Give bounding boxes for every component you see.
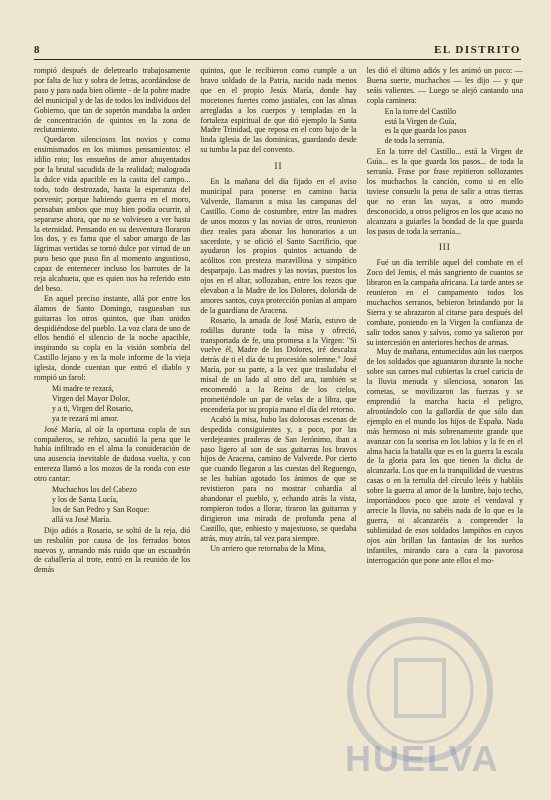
paragraph: Fué un día terrible aquel del combate en el Zoco del Jemis, el más sangriento de cuantos se libraron en la campaña africana. La tarde antes se reunieron en el campamento todos los muchachos serranos, bebieron brindando por la Sierra y se abrazaron al citarse para después del combate, poniendo en la Virgen la confianza de salir todos sanos y salvos, como ya salieron por su intercesión en anteriores hechos de armas. <box>366 258 523 347</box>
paragraph: Acabó la misa, hubo las dolorosas escenas de despedida consiguientes y, a poco, por las verdejeantes praderas de San Jerónimo, iban a paso ligero al son de sus guitarras los bravos hijos de Aracena, camino de Valverde. Por cierto que cuando llegaron a las cuestas del Reguengo, se les habían agotado los ánimos de que se revistieron para no mostrar cobardía al abandonar el pueblo, y, echando atrás la vista, rompieron todos a llorar, tiraron las guitarras y dirigieron una mirada de profunda pena al Castillo, que, enhiesto y majestuoso, se quedaba atrás, muy atrás, tal vez para siempre. <box>200 414 357 543</box>
column-1 <box>34 66 190 784</box>
paragraph: En la torre del Castillo... está la Virgen de Guía... es la que guarda los pasos... de toda la serranía. Frase por frase repitieron sollozantes los muchachos la canción, como si en ello tuviese consuelo la pena de salir a otras tierras que no eran las suyas, a otro mundo desconocido, a otros peligros en los que acaso no alcanzara a guiarles la bondad de la que guarda los pasos de toda la serranía... <box>366 147 523 236</box>
verse-line: Muchachos los del Cabezo <box>52 485 137 495</box>
paragraph: En aquel preciso instante, allá por entre los álamos de Santo Domingo, rasgueaban sus guitarras los otros quintos, que iban unidos despidiéndose del pueblo. La voz clara de uno de ellos hendió el silencio de la noche apacible, inspirando su copla en la visión sombría del Castillo lejano y en la mole informe de la vieja iglesia, donde cuentan que entró el diablo y rompió un farol: <box>34 293 191 383</box>
paragraph: Muy de mañana, entumecidos aún los cuerpos de los soldados que aguantaron durante la noche sobre sus carnes mal cubiertas la cruel caricia de la lluvia menuda y silenciosa, sonaron las cornetas, se movilizaron las fuerzas y se emprendió la marcha hacia el peligro, afrontándolo con la gallardía de que sólo dan ejemplo en el mundo los hijos de España. Nada más hermoso ni más sobrenamente grande que avanzar con la sonrisa en los labios y la fe en el alma hacia la batalla que es en la guerra la escala de la gloria para los que tienen la dicha de alcanzarla. Los que en la tranquilidad de vuestras casas o en la tertulia del círculo leéis y habláis sobre la guerra al amor de la lumbre, bajo techo, importándoos poco que azote el vendaval y arrecie la lluvia, no sabéis nada de lo que es la guerra, ni alcanzaréis a comprender la sublimidad de esos soldados lampiños en cuyos ojos aún brillan las fantasías de los sueños infantiles, mirando cara a cara la pavorosa interrogación que pone ante ellos el mo- <box>366 347 523 565</box>
verse-line: es la que guarda los pasos <box>384 126 467 136</box>
verse-line: y los de Santa Lucía, <box>52 494 118 504</box>
page-number: 8 <box>34 44 40 56</box>
paragraph: Dijo adiós a Rosario, se soltó de la reja, dió un resbalón por causa de los ferrados botos nuevos y, armando más ruido que un escuadrón de caballería al trote, entró en la reunión de los demás <box>34 525 191 575</box>
verse-line: y a ti, Virgen del Rosario, <box>52 403 133 413</box>
paragraph: les dió el último adiós y les animó un poco: —Buena suerte, muchachos — les dijo — y que seáis valientes. — Luego se alejó cantando una copla caminera: <box>366 66 523 105</box>
publication-title: EL DISTRITO <box>434 44 521 56</box>
verse-line: los de San Pedro y San Roque: <box>52 504 150 514</box>
watermark-text: HUELVA <box>345 738 500 779</box>
paragraph: Un arriero que retornaba de la Mina, <box>210 543 326 553</box>
verse-line: Mi madre te rezará, <box>52 384 114 393</box>
verse-block <box>385 107 523 147</box>
verse-block <box>52 384 190 424</box>
verse-line: allá va José María. <box>52 514 112 524</box>
paragraph: Rosario, la amada de José María, estuvo de rodillas durante toda la misa y ofreció, transportada de fe, una promesa a la Virgen: "Si vuelve él, Madre de los Dolores, iré descalza detrás de ti el día de tu procesión solemne." José María, por su parte, a la vez que trasladaba el misal de un lado al otro del ara, también se encomendó a la Reina de los cielos, prometiéndole un par de velas de a libra, que encendería por su propia mano el día del retorno. <box>200 315 357 414</box>
verse-line: de toda la serranía. <box>384 136 445 146</box>
section-heading: II <box>274 161 283 172</box>
paragraph: En la mañana del día fijado en el aviso municipal para ponerse en camino hacia Valverde, llamaron a misa las campanas del Castillo. Como de costumbre, entre las madres de unos mozos y las novias de otros, reunieron diez reales para abonar los honorarios a un sacerdote, y se ofició el Santo Sacrificio, que ayudaron los propios quintos actuando de acólitos con presteza maravillosa y simpático desparpajo. Las madres y las novias, puestos los ojos en el altar, sollozaban, entre los rezos que elevaban a la Madre de los Dolores, dolorida de amores santos, cuya protección ponían al amparo de la guardiana de Aracena. <box>200 177 357 315</box>
verse-block <box>52 485 190 525</box>
paragraph: José María, al oír la oportuna copla de sus compañeros, se rehizo, sacudió la pena que le había infiltrado en el alma la consideración de una ausencia inevitable de dudosa vuelta, y con entereza llamó a los mozos de la ronda con este otro cantar: <box>34 424 191 484</box>
paragraph: rompió después de deletrearlo trabajosamente por falta de luz y sobra de letras, acordándose de paso y para nada bien oliente - de la pobre madre del municipal y de las de todos los individuos del Gobierno, que tan de sopetón mandaba la orden de concentración de quintos en la zona de reclutamiento. <box>34 66 191 135</box>
header-rule <box>34 59 521 60</box>
verse-line: está la Virgen de Guía, <box>384 116 457 126</box>
paragraph: Quedaron silenciosos los novios y como ensimismados en los mismos pensamientos: el idilio roto; los ensueños de amor ahuyentados por la brutal sacudida de la realidad; malograda la dulce vida apacible en la casita del campo... todo, todo destrozado, hasta la esperanza del porvenir; porque habiendo guerra en el moro, pensaban ambos que muy bien podía ocurrir, al separarse ahora, que no se volviesen a ver hasta la eternidad. Pensando en su desventura lloraron los dos, y es fama que el sabor amargo de las lágrimas vertidas se tornó dulce por virtud de un puro beso que puso fin al momento angustioso, capaz de enternecer incluso los barrotes de la reja alcahueta, que es quien nos ha referido esto del beso. <box>34 135 191 293</box>
verse-line: ya te rezará mi amor. <box>52 413 119 423</box>
paragraph: quintos, que le recibieron como cumple a un bravo soldado de la Patria, nacido nada menos que en el propio Jesús María, donde hay mocetones fuertes como jastiales, con las almas arregladas a los cuerpos y templadas en la fortaleza espiritual de que dió ejemplo la Santa Madre Trinidad, que reposa en el coro bajo de la linda iglesia de las dominicas, guardando desde su tumba la paz del convento. <box>200 66 357 155</box>
page-header <box>34 40 521 56</box>
verse-line: En la torre del Castillo <box>384 106 457 116</box>
section-heading: III <box>438 242 451 253</box>
verse-line: Virgen del Mayor Dolor, <box>52 393 130 403</box>
